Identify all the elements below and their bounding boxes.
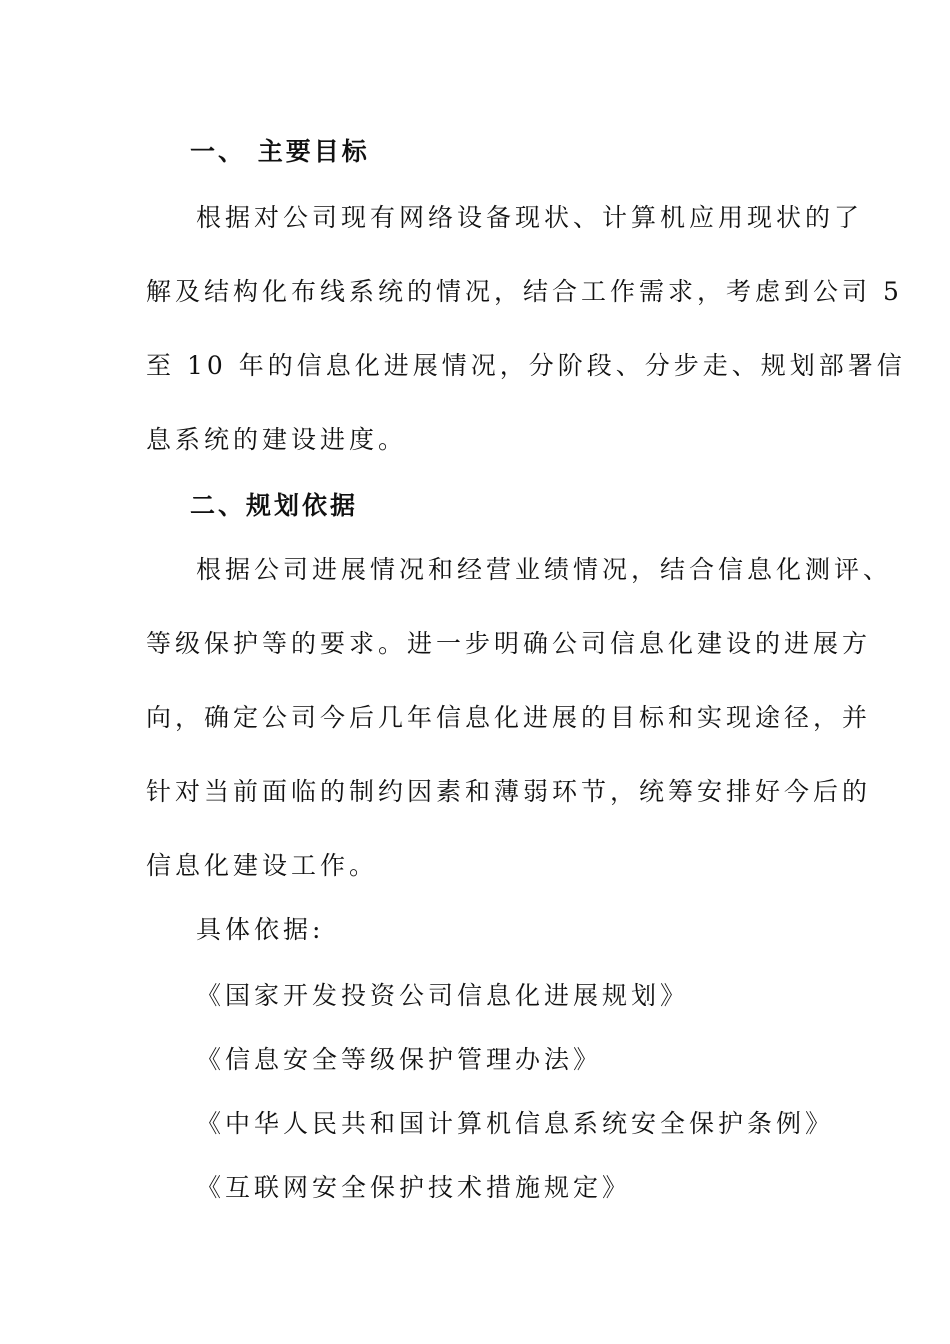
section-2-paragraph-line-4: 针对当前面临的制约因素和薄弱环节，统筹安排好今后的 — [146, 777, 872, 806]
section-1-paragraph-line-2: 解及结构化布线系统的情况，结合工作需求，考虑到公司 5 — [146, 277, 903, 306]
basis-item: 《中华人民共和国计算机信息系统安全保护条例》 — [196, 1109, 835, 1138]
section-2-paragraph-line-1: 根据公司进展情况和经营业绩情况，结合信息化测评、 — [196, 555, 893, 584]
basis-item: 《互联网安全保护技术措施规定》 — [196, 1173, 632, 1202]
basis-item: 《信息安全等级保护管理办法》 — [196, 1045, 603, 1074]
basis-label: 具体依据: — [196, 915, 325, 944]
section-2-heading: 二、规划依据 — [190, 491, 359, 520]
basis-item: 《国家开发投资公司信息化进展规划》 — [196, 981, 690, 1010]
section-1-paragraph-line-3: 至 10 年的信息化进展情况，分阶段、分步走、规划部署信 — [146, 351, 906, 380]
section-2-paragraph-line-2: 等级保护等的要求。进一步明确公司信息化建设的进展方 — [146, 629, 872, 658]
section-1-paragraph-line-4: 息系统的建设进度。 — [146, 425, 408, 454]
section-1-heading: 一、 主要目标 — [190, 137, 370, 166]
section-2-paragraph-line-5: 信息化建设工作。 — [146, 851, 379, 880]
section-1-paragraph-line-1: 根据对公司现有网络设备现状、计算机应用现状的了 — [196, 203, 864, 232]
section-2-paragraph-line-3: 向，确定公司今后几年信息化进展的目标和实现途径，并 — [146, 703, 872, 732]
